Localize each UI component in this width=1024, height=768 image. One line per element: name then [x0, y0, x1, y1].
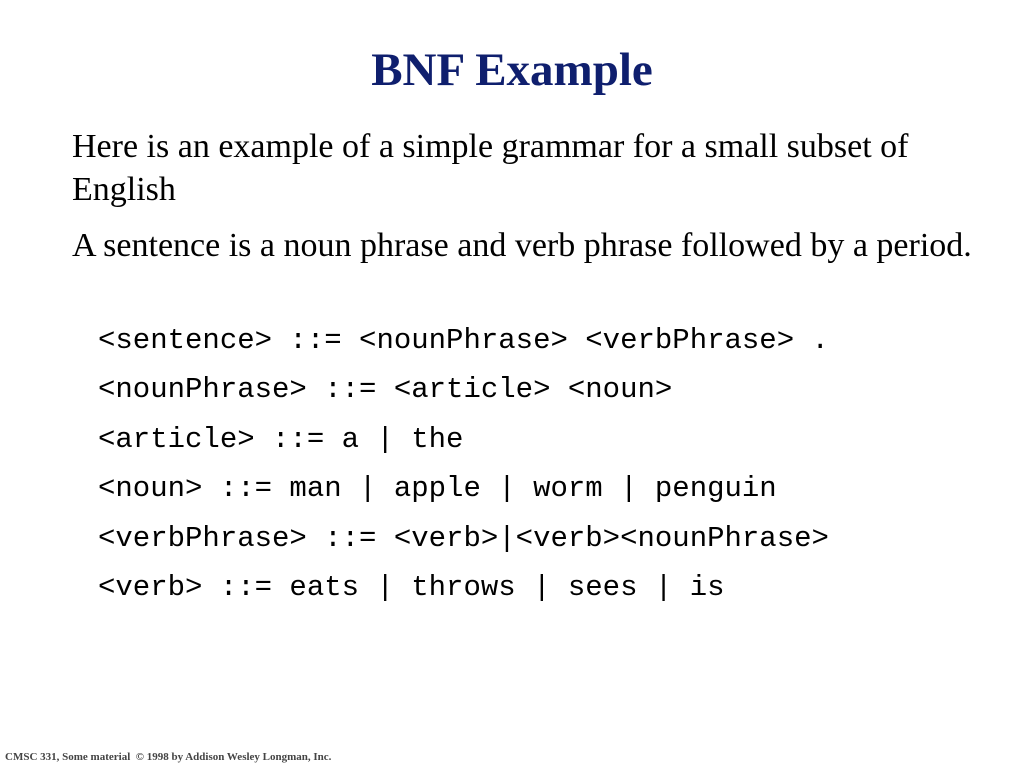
grammar-rule-verb: <verb> ::= eats | throws | sees | is — [98, 570, 725, 604]
grammar-rule-sentence: <sentence> ::= <nounPhrase> <verbPhrase> . — [98, 324, 829, 357]
intro-paragraph: Here is an example of a simple grammar for a small subset of English — [72, 128, 909, 208]
grammar-rules-list — [98, 319, 829, 615]
slide-body — [72, 125, 1002, 280]
grammar-rule-article: <article> ::= a | the — [98, 422, 464, 456]
sentence-definition-paragraph: A sentence is a noun phrase and verb phrase followed by a period. — [72, 227, 972, 264]
slide-title: BNF Example — [371, 44, 653, 96]
grammar-rule-noun: <noun> ::= man | apple | worm | penguin — [98, 472, 777, 506]
grammar-rule-verb-phrase: <verbPhrase> ::= <verb>|<verb><nounPhrase> — [98, 521, 829, 555]
grammar-rule-noun-phrase: <nounPhrase> ::= <article> <noun> — [98, 373, 673, 407]
copyright-footer: CMSC 331, Some material © 1998 by Addison Wesley Longman, Inc. — [5, 751, 332, 763]
